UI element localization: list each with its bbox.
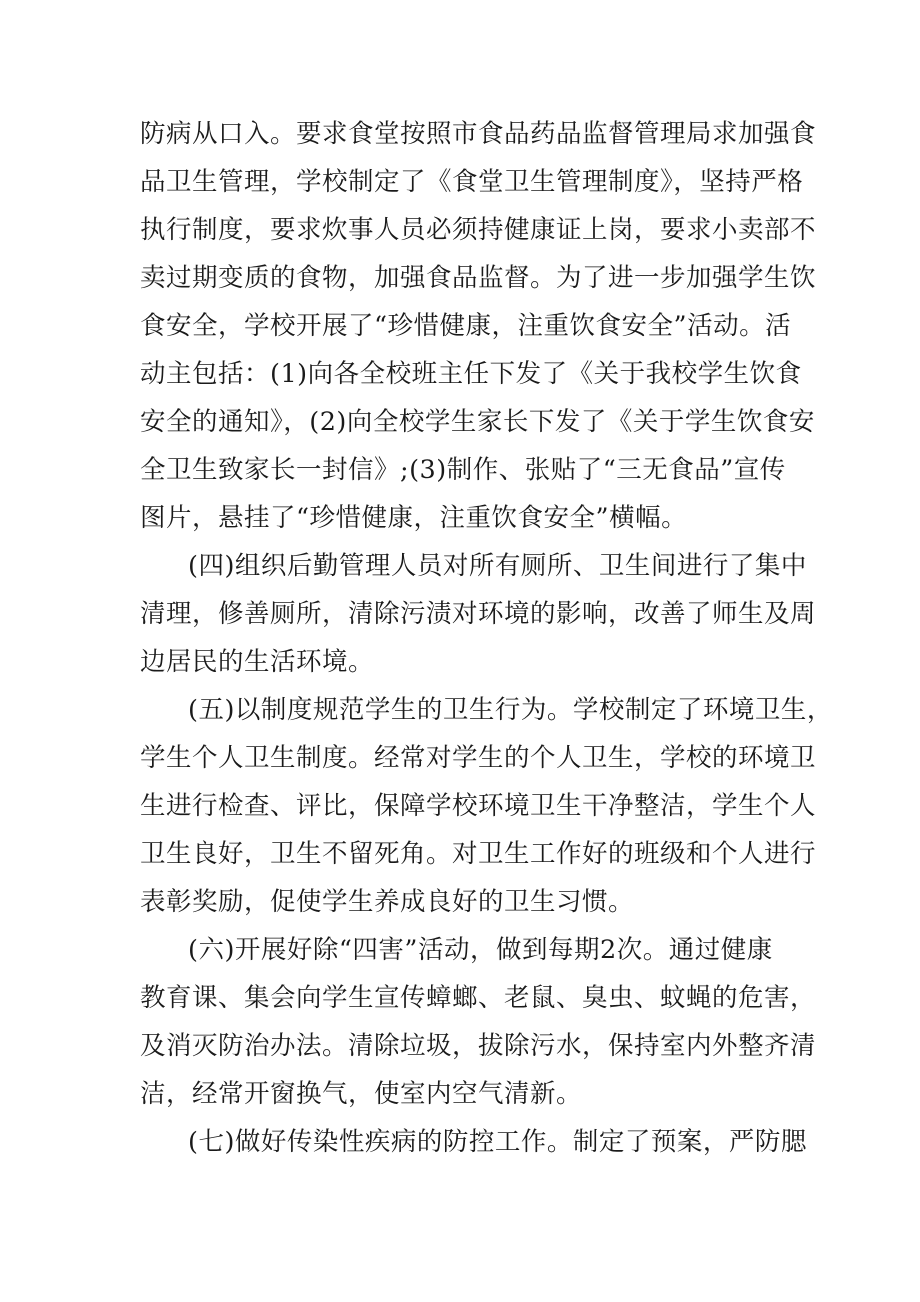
text-line: 洁，经常开窗换气，使室内空气清新。 (140, 1079, 583, 1109)
paragraph-start-line: (七)做好传染性疾病的防控工作。制定了预案，严防腮 (188, 1127, 807, 1157)
text-line: 品卫生管理，学校制定了《食堂卫生管理制度》，坚持严格 (140, 167, 804, 197)
text-line: 执行制度，要求炊事人员必须持健康证上岗，要求小卖部不 (140, 215, 817, 245)
text-line: 表彰奖励，促使学生养成良好的卫生习惯。 (140, 887, 635, 917)
text-line: 学生个人卫生制度。经常对学生的个人卫生，学校的环境卫 (140, 743, 817, 773)
paragraph-start-line: (六)开展好除“四害”活动，做到每期2次。通过健康 (188, 935, 773, 965)
text-line: 图片，悬挂了“珍惜健康，注重饮食安全”横幅。 (140, 503, 688, 533)
text-line: 及消灭防治办法。清除垃圾，拔除污水，保持室内外整齐清 (140, 1031, 817, 1061)
paragraph-start-line: (五)以制度规范学生的卫生行为。学校制定了环境卫生， (188, 695, 833, 725)
text-line: 安全的通知》，(2)向全校学生家长下发了《关于学生饮食安 (140, 407, 815, 437)
text-line: 动主包括：(1)向各全校班主任下发了《关于我校学生饮食 (140, 359, 802, 389)
text-line: 边居民的生活环境。 (140, 647, 375, 677)
text-line: 卫生良好，卫生不留死角。对卫生工作好的班级和个人进行 (140, 839, 817, 869)
text-line: 卖过期变质的食物，加强食品监督。为了进一步加强学生饮 (140, 263, 817, 293)
text-line: 全卫生致家长一封信》;(3)制作、张贴了“三无食品”宣传 (140, 455, 786, 485)
text-line: 食安全，学校开展了“珍惜健康，注重饮食安全”活动。活 (140, 311, 792, 341)
text-line: 防病从口入。要求食堂按照市食品药品监督管理局求加强食 (140, 119, 817, 149)
paragraph-start-line: (四)组织后勤管理人员对所有厕所、卫生间进行了集中 (188, 551, 807, 581)
text-line: 清理，修善厕所，清除污渍对环境的影响，改善了师生及周 (140, 599, 817, 629)
text-line: 教育课、集会向学生宣传蟑螂、老鼠、臭虫、蚊蝇的危害， (140, 983, 817, 1013)
text-line: 生进行检查、评比，保障学校环境卫生干净整洁，学生个人 (140, 791, 817, 821)
